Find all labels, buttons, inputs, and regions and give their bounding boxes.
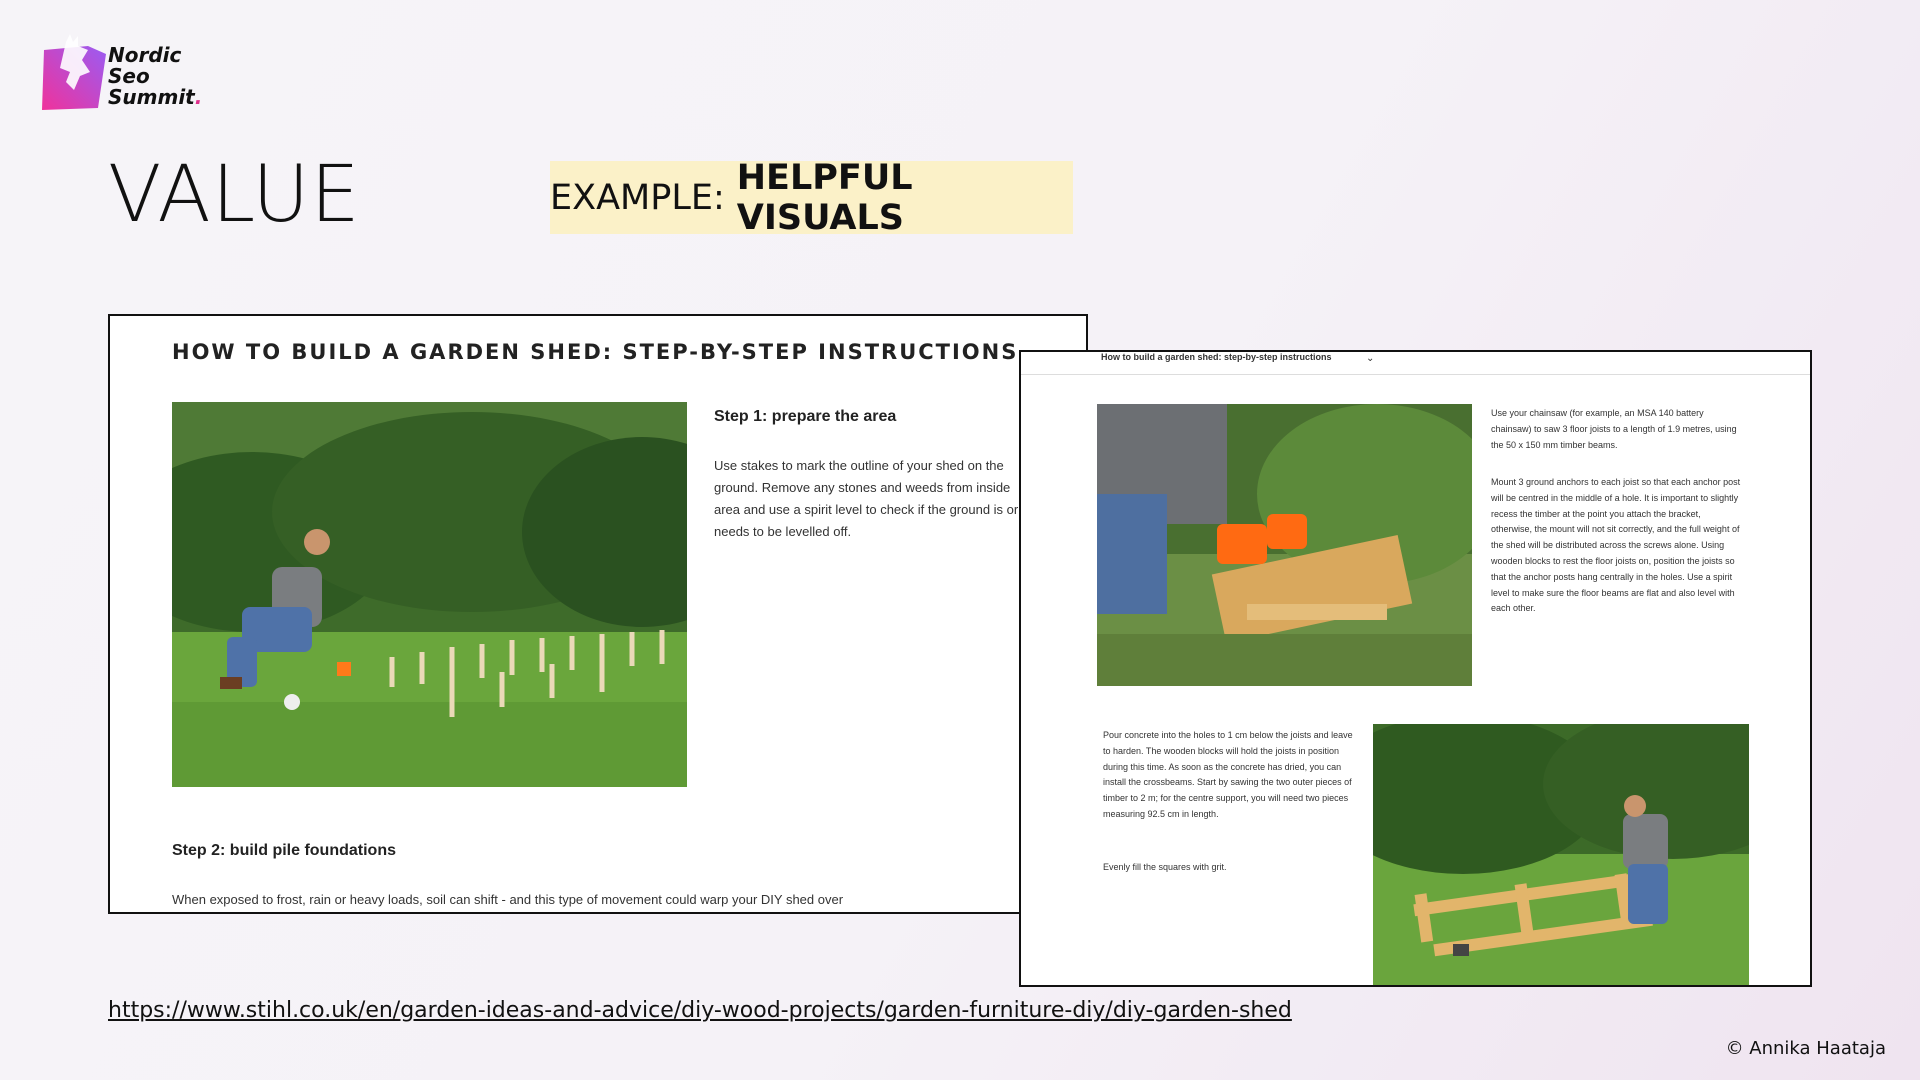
nav-label: How to build a garden shed: step-by-step instructions [1101,352,1332,362]
saw-joist-photo [1097,404,1472,686]
chevron-down-icon[interactable]: ⌄ [1366,353,1375,364]
step-2-title: Step 2: build pile foundations [172,842,396,859]
step-text-grit: Evenly fill the squares with grit. [1103,862,1227,872]
logo-line-1: Nordic [108,43,182,67]
copyright-notice: © Annika Haataja [1725,1038,1886,1059]
screenshot-step-1 [108,314,1088,914]
logo-line-3: Summit [108,85,195,109]
article-nav-bar[interactable] [1021,352,1810,375]
step-text-ground-anchors: Mount 3 ground anchors to each joist so that each anchor post will be centred in the middle of a hole. It is important to slightly recess the timber at the point you attach the bracket, otherwise, the mount will not sit correctly, and the full weight of the shed will be distributed across the screws alone. Using wooden blocks to rest the floor joists on, position the joists so that the anchor posts hang centrally in the holes. Use a spirit level to make sure the floor beams are flat and also level with each other. [1491,477,1741,614]
article-heading: HOW TO BUILD A GARDEN SHED: STEP-BY-STEP INSTRUCTIONS [172,340,1019,364]
nordic-seo-summit-logo [40,32,203,112]
step-text-saw-joists: Use your chainsaw (for example, an MSA 140 battery chainsaw) to saw 3 floor joists to a length of 1.9 metres, using the 50 x 150 mm timber beams. [1491,408,1737,450]
source-link[interactable]: https://www.stihl.co.uk/en/garden-ideas-and-advice/diy-wood-projects/garden-furniture-diy/diy-garden-shed [108,998,1292,1023]
step-2-text: When exposed to frost, rain or heavy loads, soil can shift - and this type of movement could warp your DIY shed over [172,892,844,907]
example-badge [550,157,1073,238]
logo-dot: . [194,85,203,109]
slide-title: VALUE [108,150,361,240]
logo-line-2: Seo [108,64,150,88]
step-1-text: Use stakes to mark the outline of your shed on the ground. Remove any stones and weeds from inside area and use a spirit level to check if the ground is or needs to be levelled off. [714,458,1019,539]
badge-emphasis: HELPFUL VISUALS [736,157,913,238]
step-text-concrete: Pour concrete into the holes to 1 cm below the joists and leave to harden. The wooden blocks will hold the joists in position during this time. As soon as the concrete has dried, you can install the crossbeams. Start by sawing the two outer pieces of timber to 2 m; for the centre support, you will need two pieces measuring 92.5 cm in length. [1103,730,1353,819]
screenshot-step-2 [1019,350,1812,987]
frame-assembly-photo [1373,724,1749,987]
step-1-photo [172,402,687,787]
logo-wordmark [108,45,202,108]
logo-mark-icon [40,32,110,112]
badge-label: EXAMPLE: [550,177,725,218]
step-1-title: Step 1: prepare the area [714,408,897,425]
